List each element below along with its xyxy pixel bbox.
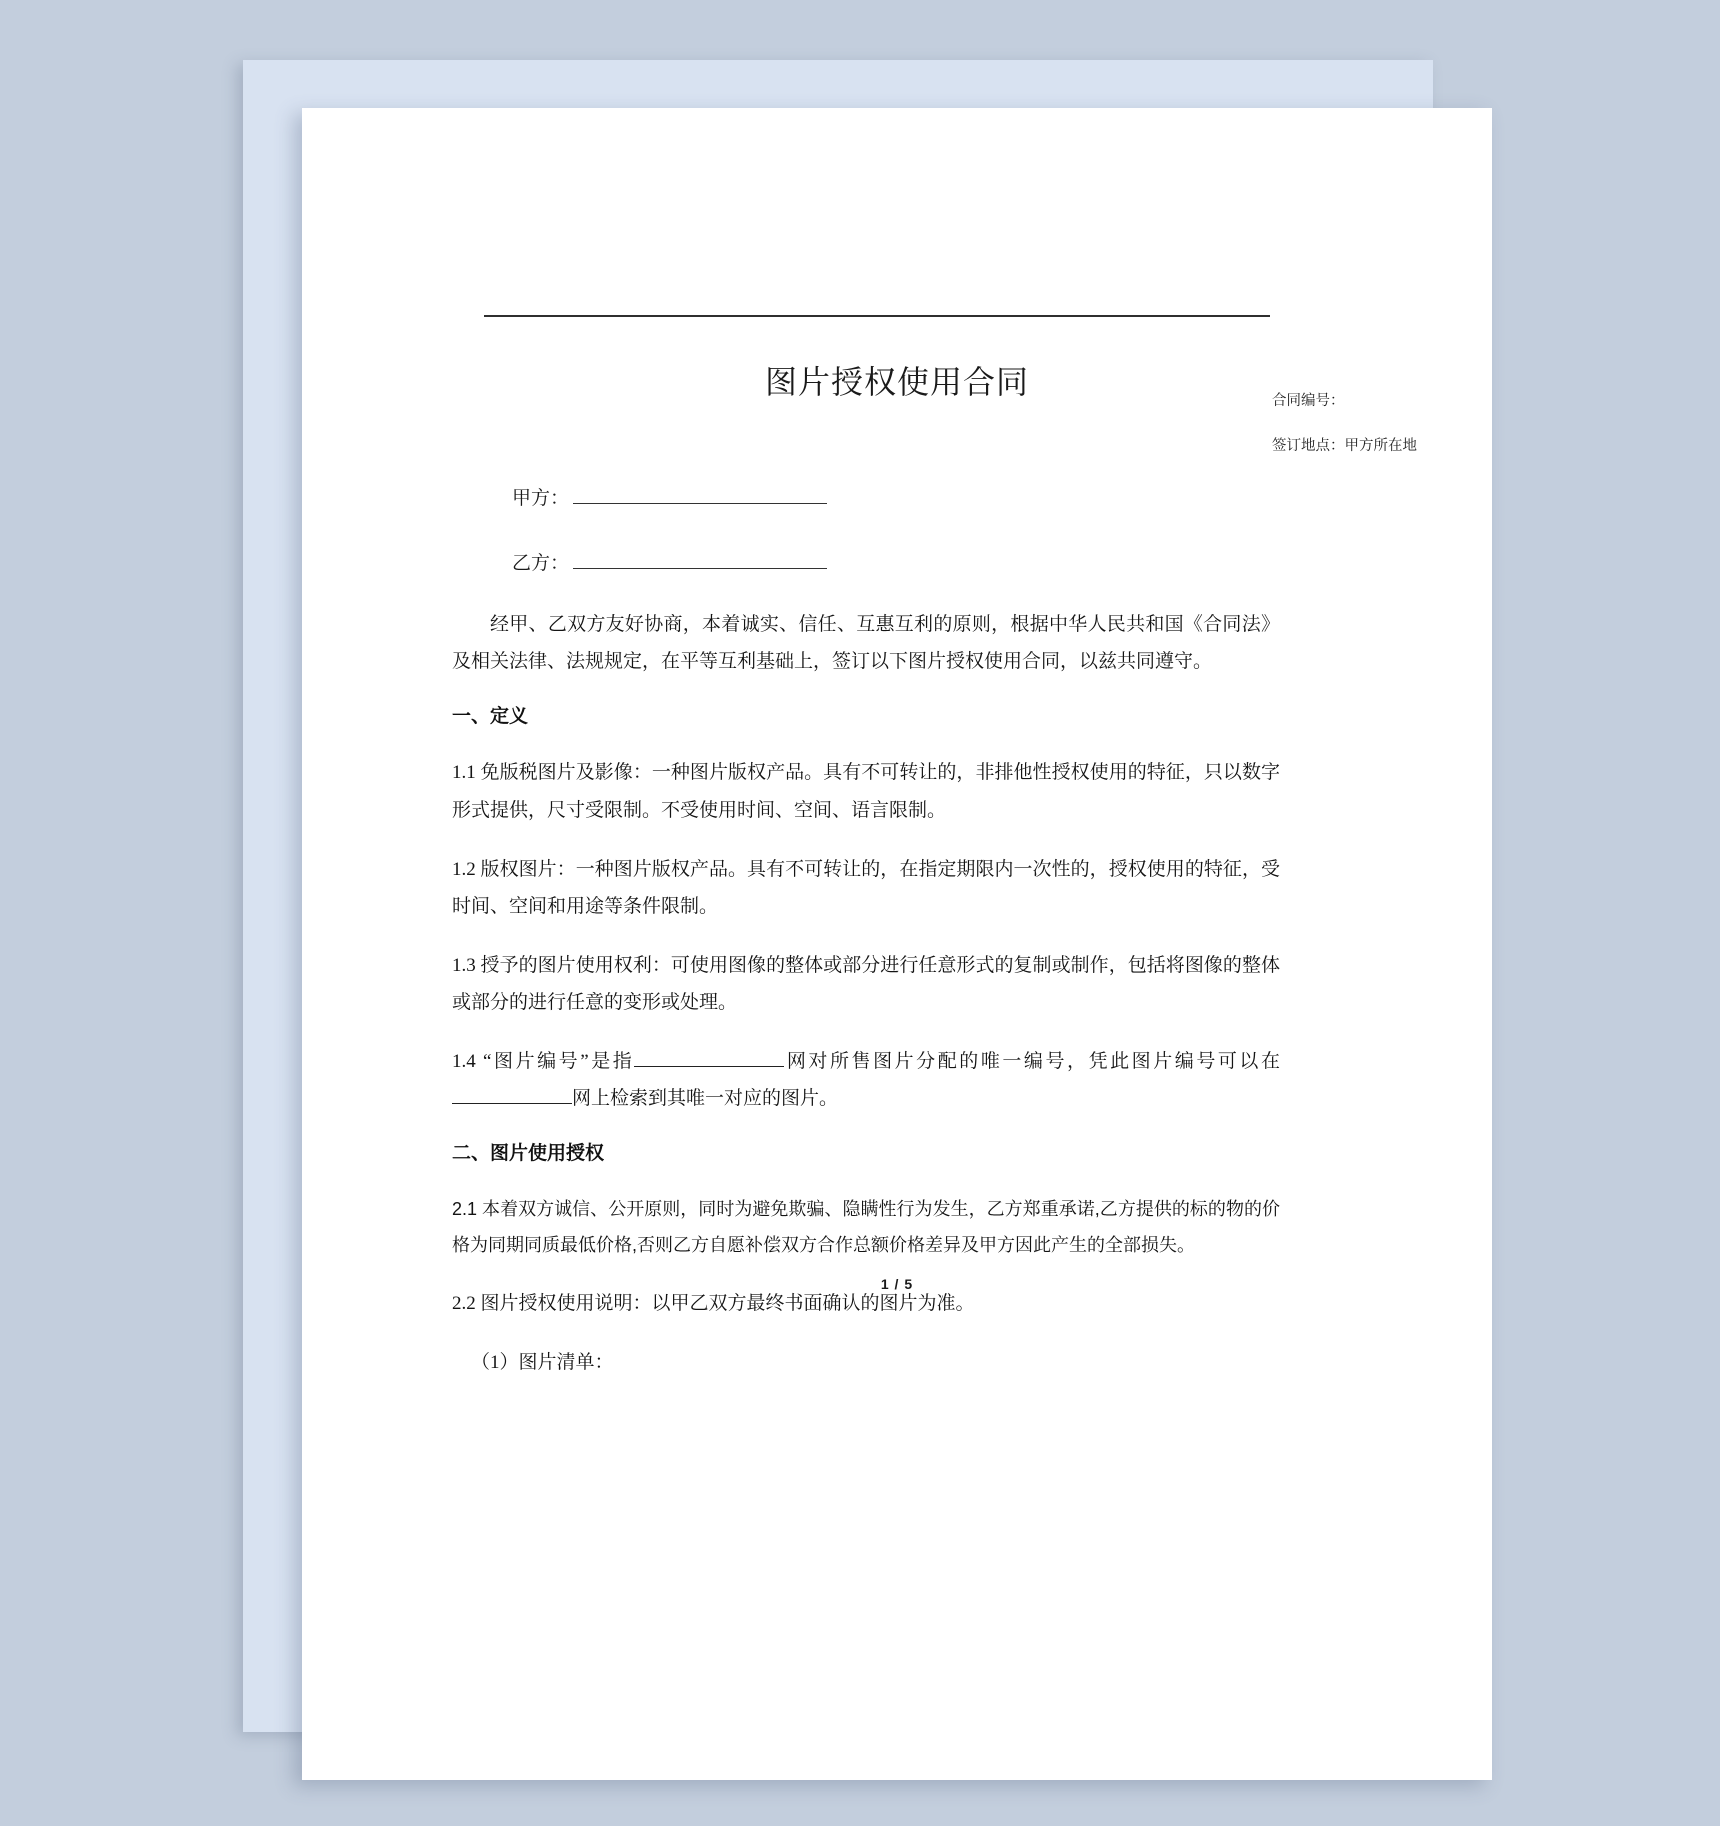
party-a-input[interactable] (573, 486, 827, 504)
section-heading-definitions: 一、定义 (452, 706, 529, 728)
clause-1-4 (452, 1043, 1280, 1117)
clause-1-4-blank-1[interactable] (634, 1051, 784, 1067)
clause-1-2: 1.2 版权图片：一种图片版权产品。具有不可转让的，在指定期限内一次性的，授权使用的特征，受时间、空间和用途等条件限制。 (452, 858, 1280, 917)
clause-1-4-blank-2[interactable] (452, 1088, 572, 1104)
clause-1-1: 1.1 免版税图片及影像：一种图片版权产品。具有不可转让的，非排他性授权使用的特征，只以数字形式提供，尺寸受限制。不受使用时间、空间、语言限制。 (452, 762, 1280, 821)
contract-meta (1272, 394, 1417, 453)
contract-number-label: 合同编号： (1272, 393, 1345, 409)
party-a-row (512, 483, 827, 510)
clause-1-3: 1.3 授予的图片使用权利：可使用图像的整体或部分进行任意形式的复制或制作，包括将图像的整体或部分的进行任意的变形或处理。 (452, 954, 1280, 1013)
clause-2-2-item-1: （1）图片清单： (471, 1352, 614, 1374)
clause-1-4-part1: 1.4 “图片编号”是指 (452, 1050, 635, 1072)
page-number-footer: 1 / 5 (880, 1276, 914, 1292)
party-a-label: 甲方： (512, 488, 570, 509)
clause-2-1: 2.1 本着双方诚信、公开原则，同时为避免欺骗、隐瞒性行为发生，乙方郑重承诺,乙方提供的标的物的价格为同期同质最低价格,否则乙方自愿补偿双方合作总额价格差异及甲方因此产生的全部损失。 (452, 1199, 1280, 1256)
party-b-input[interactable] (573, 551, 827, 569)
party-b-row (512, 548, 827, 575)
page-title: 图片授权使用合同 (764, 364, 1029, 401)
preamble-paragraph: 经甲、乙双方友好协商，本着诚实、信任、互惠互利的原则，根据中华人民共和国《合同法》及相关法律、法规规定，在平等互利基础上，签订以下图片授权使用合同，以兹共同遵守。 (452, 614, 1280, 673)
section-heading-authorization: 二、图片使用授权 (452, 1142, 605, 1164)
header-divider (484, 315, 1270, 317)
party-fields (512, 483, 827, 613)
document-page (302, 108, 1492, 1780)
clause-2-2: 2.2 图片授权使用说明：以甲乙双方最终书面确认的图片为准。 (452, 1293, 975, 1315)
page-content (302, 108, 1492, 1780)
clause-1-4-part2: 网对所售图片分配的唯一编号，凭此图片编号可以在 (784, 1050, 1280, 1072)
signing-place: 签订地点：甲方所在地 (1272, 437, 1417, 454)
party-b-label: 乙方： (512, 553, 570, 574)
clause-1-4-part3: 网上检索到其唯一对应的图片。 (572, 1087, 839, 1109)
